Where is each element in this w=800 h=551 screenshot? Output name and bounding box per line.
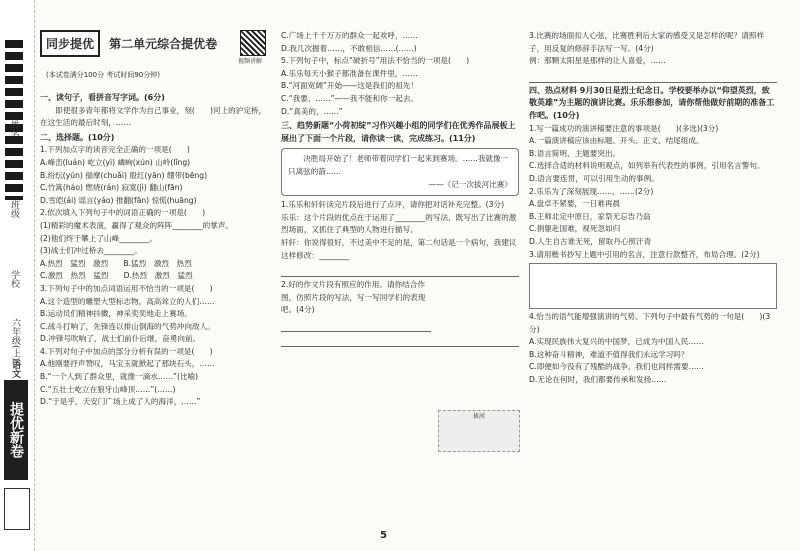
- option: A.一篇演讲稿应该由标题、开头、正文、结尾组成。: [529, 136, 704, 146]
- text-line: 轩轩：你说得很好，不过美中不足的是，第二句话是一个病句，我建议这样修改：________: [281, 237, 517, 260]
- option: B.“河面宽阔”开始——这是我们的祖先！: [281, 81, 418, 91]
- question: 4.下列对句子中加点的部分分析有误的一项是( ): [40, 346, 213, 356]
- answer-line[interactable]: [281, 264, 519, 277]
- question: 1.乐乐和轩轩读完片段后进行了点评，请你把对话补充完整。(3分): [281, 200, 505, 210]
- question: 5.下列句子中，标点“破折号”用法不恰当的一项是( ): [281, 56, 470, 66]
- section-heading: 三、趋势新题“小荷初绽”习作兴趣小组的同学们在优秀作品展板上展出了下面一个片段，请你读一读，完成练习。(11分): [281, 121, 516, 143]
- text-line: (1)精彩的魔术表演，赢得了观众的阵阵________的掌声。: [40, 220, 234, 230]
- option: D.语言要连贯，可以引用生动的事例。: [529, 173, 659, 183]
- option: C.战斗打响了，先锋连以排山倒海的气势冲向敌人。: [40, 321, 215, 331]
- option: B.语言简明、主题要突出。: [529, 148, 621, 158]
- option: B.这种奋斗精神，难道不值得我们永远学习吗？: [529, 349, 689, 359]
- question: 1.下列加点字的读音完全正确的一项是( ): [40, 145, 190, 155]
- illustration-caption: 拔河: [472, 413, 485, 420]
- name-label: 姓名: [9, 120, 19, 138]
- option: C.竹篙(háo) 燃烧(rán) 寂寞(jì) 翻山(fān): [40, 183, 183, 193]
- option: D.人生自古谁无死，留取丹心照汗青: [529, 236, 652, 246]
- qr-code-icon[interactable]: [240, 30, 266, 56]
- section-heading: 一、读句子，看拼音写字词。(6分): [40, 93, 165, 102]
- exam-meta: (本试卷满分100分 考试时间90分钟): [46, 71, 160, 79]
- option: C.选择合适的材料说明观点，如列举有代表性的事例，引用名言警句。: [529, 161, 765, 171]
- option: C.即便如今没有了残酷的战争，我们也同样需要……: [529, 362, 704, 372]
- class-label: 班级: [9, 200, 19, 218]
- handwriting-box[interactable]: [529, 263, 777, 309]
- option: B.运动员们精神抖擞，神采奕奕地走上赛场。: [40, 309, 192, 319]
- option: C.“我要，……”——我不能和你一起去。: [281, 93, 419, 103]
- text-line: 即使很多青年都将文学作为自己事业，刻( )河上的沪定桥，在这生活的最后时刻，……: [40, 105, 267, 128]
- text-line: (3)战士们冲过桥去________。: [40, 246, 142, 256]
- option: A.这个造型的雕塑大型标志物，高高耸立的人们……: [40, 296, 215, 306]
- option: B.王师北定中原日，家祭无忘告乃翁: [529, 211, 651, 221]
- publisher-logo: [4, 488, 30, 530]
- option: B.纷纭(yún) 揣摩(chuǎi) 殷红(yān) 绷带(bēng): [40, 170, 208, 180]
- option: A.盘卓不紧要，一日难再晨: [529, 199, 621, 209]
- text-line: 乐乐：这个片段的优点在于运用了________的写法，既写出了比赛的激烈场面，又抓住了典型的人物进行描写。: [281, 212, 517, 235]
- example-text: 例：那颗太阳星是那样的让人喜爱，……: [529, 56, 666, 66]
- spine: [0, 0, 35, 551]
- question: 3.比赛的场面扣人心弦，比赛胜利后大家的感受又是怎样的呢？请照样子，用反复的修辞手法写一写。(4分): [529, 31, 765, 53]
- question: 1.写一篇成功的演讲稿要注意的事项是( )(多选)(3分): [529, 123, 719, 133]
- question: 3.请用楷书抄写上题中引用的名言，注意行款整齐，布局合理。(2分): [529, 249, 760, 259]
- answer-line[interactable]: [281, 334, 519, 347]
- option: A.乐乐每天小猴子都准备在课件里，……: [281, 68, 418, 78]
- subject-label: 语文: [10, 360, 20, 378]
- answer-line[interactable]: [529, 70, 777, 83]
- answer-line[interactable]: [281, 319, 431, 332]
- excerpt-box: [281, 148, 519, 196]
- option: A.峰峦(luán) 屹立(yì) 嶙峋(xún) 山岭(lǐng): [40, 157, 191, 167]
- option: A.他刚要抒声赞叹，马宝玉就掀起了那块石头，……: [40, 359, 215, 369]
- option: B.“一个人到了群众里，就像一滴水……”(比喻): [40, 372, 199, 382]
- question: 2.乐乐为了深刻展现……，……(2分): [529, 186, 654, 196]
- school-label: 学校: [9, 270, 19, 288]
- option: C.激烈 热烈 猛烈 D.热烈 激烈 猛烈: [40, 271, 193, 281]
- question: 4.恰当的语气能增强演讲的气势。下列句子中最有气势的一句是( )(3分): [529, 312, 771, 334]
- option: D.冲锋号吹响了，战士们前仆后继，奋勇向前。: [40, 334, 201, 344]
- option: C.“五壮士屹立在狼牙山峰顶……”(……): [40, 384, 176, 394]
- grade-label: 六年级(上): [10, 318, 20, 362]
- page-number: 5: [380, 530, 387, 541]
- option: D.我几次握着……，不敢相信……(……): [281, 43, 417, 53]
- excerpt-source: ——《记一次拔河比赛》: [428, 179, 512, 189]
- option: D.“于是乎，天安门广场上成了人的海洋，……”: [40, 397, 201, 407]
- option: D.“真美的，……”: [281, 106, 343, 116]
- subtitle: 第二单元综合提优卷: [109, 37, 218, 51]
- option: C.广场上千千万万的群众一起欢呼，……: [281, 31, 418, 40]
- question: 3.下列句子中的加点词语运用不恰当的一项是( ): [40, 283, 213, 293]
- qr-caption: 视频讲解: [238, 58, 263, 65]
- section-heading: 二、选择题。(10分): [40, 132, 115, 142]
- option: D.无论在何时，我们都要传承和发扬……: [529, 375, 667, 385]
- option: A.实现民族伟大复兴的中国梦，已成为中国人民……: [529, 337, 704, 347]
- column-2: [281, 30, 519, 349]
- question: 2.好的作文片段有照应的作用。请你结合作图，仿照片段的写法，写一写同学们的表现吧。(4分): [281, 280, 426, 315]
- tug-of-war-illustration: [438, 410, 520, 452]
- column-3: [529, 30, 777, 387]
- option: D.雪皑(ái) 谣言(yáo) 推翻(fān) 惊慌(huāng): [40, 195, 197, 205]
- option: A.热烈 猛烈 激烈 B.猛烈 激烈 热烈: [40, 258, 192, 268]
- excerpt-text: 决胜局开始了！老师带着同学们一起来到赛场。……我就像一只离弦的箭……: [288, 154, 509, 176]
- column-1: [40, 90, 272, 409]
- brand-title: 提优新卷: [4, 380, 28, 480]
- option: C.捐躯赴国难，视死忽如归: [529, 224, 621, 234]
- title: 同步提优: [40, 30, 100, 57]
- text-line: (2)他们终于攀上了山峰________。: [40, 233, 158, 243]
- question: 2.依次填入下列句子中的词语正确的一项是( ): [40, 208, 206, 218]
- section-heading: 四、热点材料 9月30日是烈士纪念日。学校要举办以“仰望英烈，致敬英雄”为主题的演讲比赛。乐乐想参加，请你帮他做好前期的准备工作吧。(10分): [529, 85, 775, 120]
